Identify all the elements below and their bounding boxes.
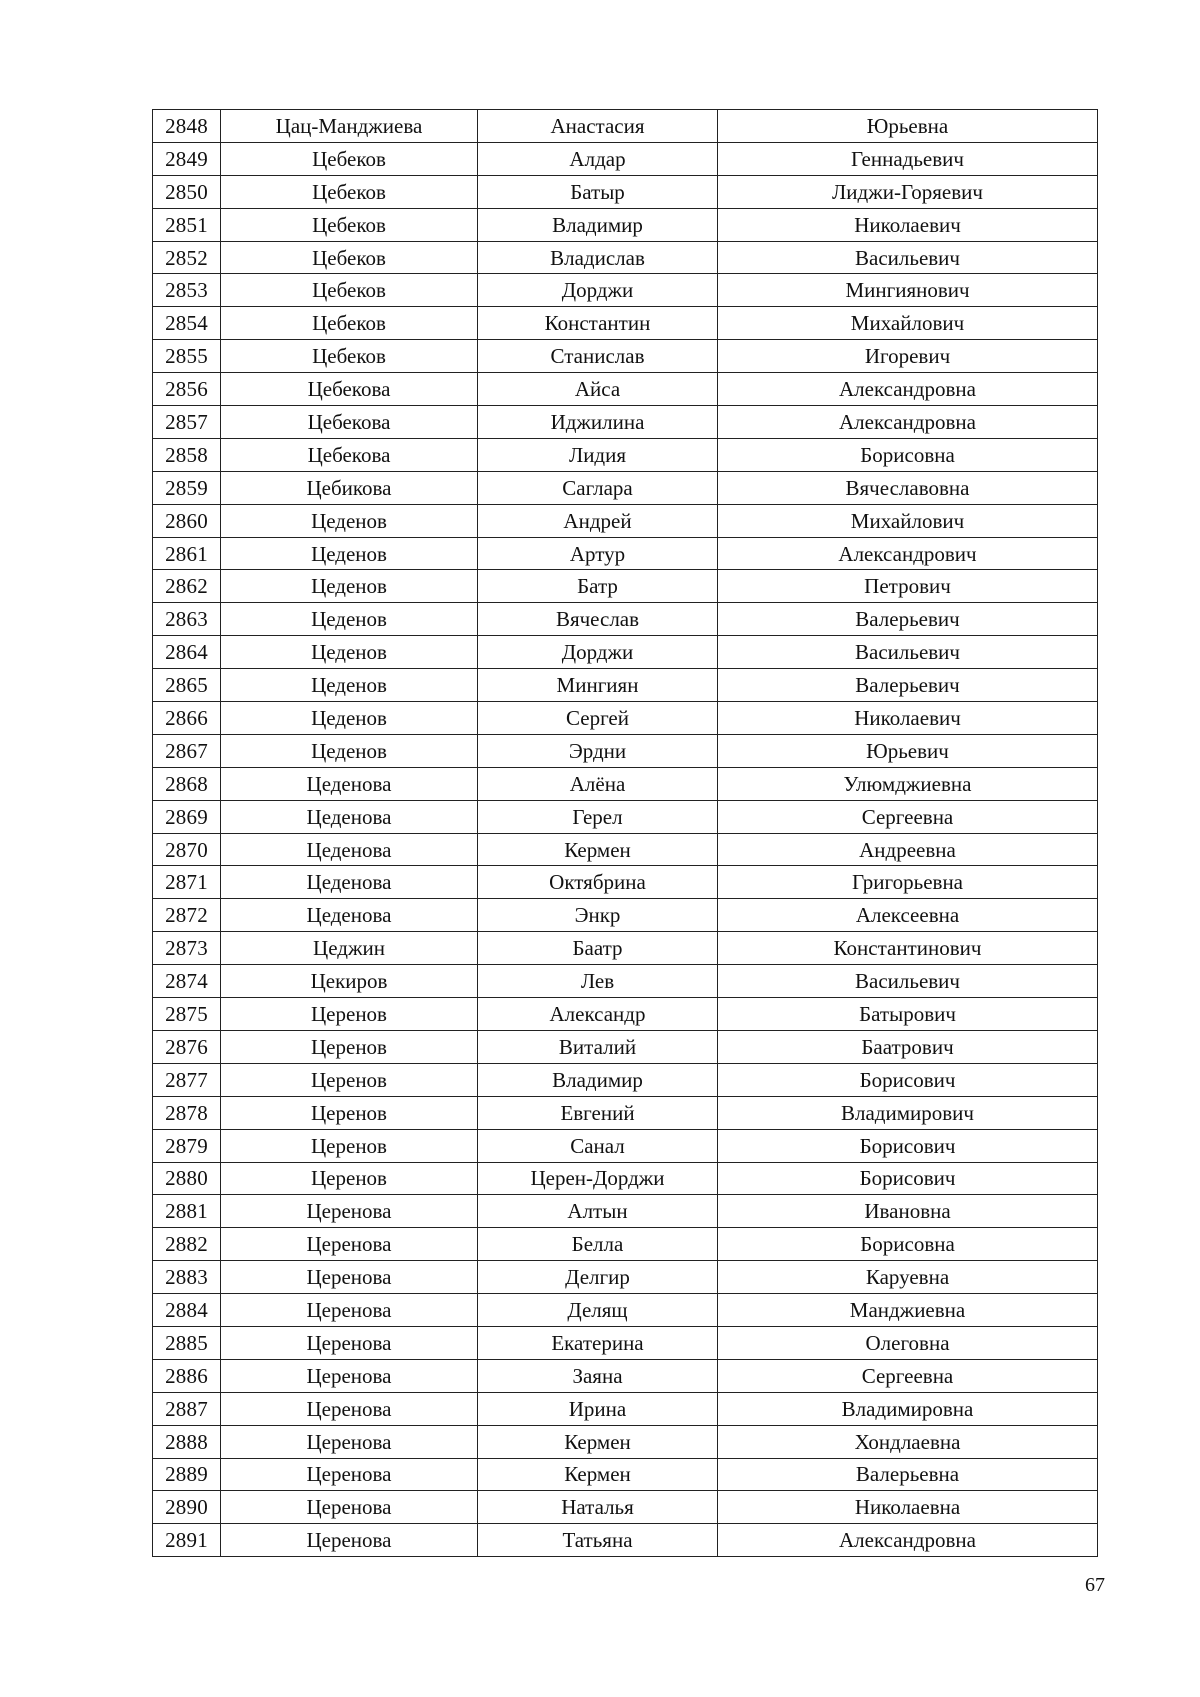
last-name-cell: Цеденов bbox=[221, 702, 478, 735]
patronymic-cell: Ивановна bbox=[718, 1195, 1098, 1228]
first-name-cell: Константин bbox=[478, 307, 718, 340]
last-name-cell: Цебеков bbox=[221, 142, 478, 175]
row-number-cell: 2878 bbox=[153, 1096, 221, 1129]
table-row bbox=[153, 142, 1098, 175]
last-name-cell: Церенова bbox=[221, 1261, 478, 1294]
patronymic-cell: Батырович bbox=[718, 998, 1098, 1031]
patronymic-cell: Сергеевна bbox=[718, 1359, 1098, 1392]
row-number-cell: 2875 bbox=[153, 998, 221, 1031]
table-row bbox=[153, 767, 1098, 800]
last-name-cell: Цебеков bbox=[221, 340, 478, 373]
patronymic-cell: Манджиевна bbox=[718, 1294, 1098, 1327]
first-name-cell: Наталья bbox=[478, 1491, 718, 1524]
table-row bbox=[153, 406, 1098, 439]
row-number-cell: 2853 bbox=[153, 274, 221, 307]
row-number-cell: 2858 bbox=[153, 438, 221, 471]
patronymic-cell: Владимирович bbox=[718, 1096, 1098, 1129]
first-name-cell: Кермен bbox=[478, 1425, 718, 1458]
first-name-cell: Алтын bbox=[478, 1195, 718, 1228]
table-row bbox=[153, 734, 1098, 767]
first-name-cell: Делящ bbox=[478, 1294, 718, 1327]
row-number-cell: 2865 bbox=[153, 669, 221, 702]
first-name-cell: Герел bbox=[478, 800, 718, 833]
patronymic-cell: Игоревич bbox=[718, 340, 1098, 373]
table-row bbox=[153, 1326, 1098, 1359]
table-row bbox=[153, 1096, 1098, 1129]
table-row bbox=[153, 1195, 1098, 1228]
first-name-cell: Ирина bbox=[478, 1392, 718, 1425]
last-name-cell: Церенова bbox=[221, 1458, 478, 1491]
patronymic-cell: Валерьевич bbox=[718, 603, 1098, 636]
patronymic-cell: Валерьевна bbox=[718, 1458, 1098, 1491]
last-name-cell: Церенова bbox=[221, 1294, 478, 1327]
last-name-cell: Цебекова bbox=[221, 373, 478, 406]
first-name-cell: Айса bbox=[478, 373, 718, 406]
table-row bbox=[153, 1261, 1098, 1294]
patronymic-cell: Константинович bbox=[718, 932, 1098, 965]
row-number-cell: 2857 bbox=[153, 406, 221, 439]
table-row bbox=[153, 1524, 1098, 1557]
row-number-cell: 2864 bbox=[153, 636, 221, 669]
first-name-cell: Анастасия bbox=[478, 110, 718, 143]
last-name-cell: Цеденов bbox=[221, 669, 478, 702]
last-name-cell: Цекиров bbox=[221, 965, 478, 998]
patronymic-cell: Александровна bbox=[718, 406, 1098, 439]
first-name-cell: Делгир bbox=[478, 1261, 718, 1294]
last-name-cell: Цеденов bbox=[221, 636, 478, 669]
table-row bbox=[153, 702, 1098, 735]
table-row bbox=[153, 1294, 1098, 1327]
first-name-cell: Лидия bbox=[478, 438, 718, 471]
patronymic-cell: Борисовна bbox=[718, 438, 1098, 471]
last-name-cell: Церенов bbox=[221, 1129, 478, 1162]
table-row bbox=[153, 998, 1098, 1031]
first-name-cell: Санал bbox=[478, 1129, 718, 1162]
row-number-cell: 2889 bbox=[153, 1458, 221, 1491]
last-name-cell: Церенов bbox=[221, 1096, 478, 1129]
patronymic-cell: Васильевич bbox=[718, 636, 1098, 669]
table-row bbox=[153, 1228, 1098, 1261]
patronymic-cell: Хондлаевна bbox=[718, 1425, 1098, 1458]
row-number-cell: 2856 bbox=[153, 373, 221, 406]
last-name-cell: Церенова bbox=[221, 1228, 478, 1261]
row-number-cell: 2880 bbox=[153, 1162, 221, 1195]
table-row bbox=[153, 537, 1098, 570]
last-name-cell: Цеденова bbox=[221, 833, 478, 866]
patronymic-cell: Улюмджиевна bbox=[718, 767, 1098, 800]
row-number-cell: 2877 bbox=[153, 1063, 221, 1096]
patronymic-cell: Михайлович bbox=[718, 307, 1098, 340]
table-row bbox=[153, 340, 1098, 373]
table-row bbox=[153, 800, 1098, 833]
table-row bbox=[153, 241, 1098, 274]
first-name-cell: Екатерина bbox=[478, 1326, 718, 1359]
last-name-cell: Церенов bbox=[221, 1162, 478, 1195]
patronymic-cell: Алексеевна bbox=[718, 899, 1098, 932]
patronymic-cell: Александрович bbox=[718, 537, 1098, 570]
patronymic-cell: Юрьевна bbox=[718, 110, 1098, 143]
patronymic-cell: Николаевич bbox=[718, 702, 1098, 735]
patronymic-cell: Александровна bbox=[718, 1524, 1098, 1557]
patronymic-cell: Юрьевич bbox=[718, 734, 1098, 767]
row-number-cell: 2861 bbox=[153, 537, 221, 570]
first-name-cell: Евгений bbox=[478, 1096, 718, 1129]
first-name-cell: Дорджи bbox=[478, 636, 718, 669]
page-number: 67 bbox=[1085, 1574, 1105, 1596]
last-name-cell: Церенов bbox=[221, 1030, 478, 1063]
patronymic-cell: Андреевна bbox=[718, 833, 1098, 866]
table-row bbox=[153, 1458, 1098, 1491]
patronymic-cell: Валерьевич bbox=[718, 669, 1098, 702]
table-row bbox=[153, 274, 1098, 307]
first-name-cell: Дорджи bbox=[478, 274, 718, 307]
first-name-cell: Иджилина bbox=[478, 406, 718, 439]
first-name-cell: Александр bbox=[478, 998, 718, 1031]
last-name-cell: Церенова bbox=[221, 1359, 478, 1392]
first-name-cell: Станислав bbox=[478, 340, 718, 373]
last-name-cell: Цеденов bbox=[221, 504, 478, 537]
first-name-cell: Батр bbox=[478, 570, 718, 603]
patronymic-cell: Петрович bbox=[718, 570, 1098, 603]
first-name-cell: Лев bbox=[478, 965, 718, 998]
patronymic-cell: Васильевич bbox=[718, 965, 1098, 998]
table-row bbox=[153, 1392, 1098, 1425]
last-name-cell: Цеденов bbox=[221, 537, 478, 570]
table-row bbox=[153, 570, 1098, 603]
first-name-cell: Владимир bbox=[478, 208, 718, 241]
table-row bbox=[153, 866, 1098, 899]
table-row bbox=[153, 603, 1098, 636]
first-name-cell: Вячеслав bbox=[478, 603, 718, 636]
first-name-cell: Андрей bbox=[478, 504, 718, 537]
table-row bbox=[153, 1030, 1098, 1063]
first-name-cell: Баатр bbox=[478, 932, 718, 965]
patronymic-cell: Васильевич bbox=[718, 241, 1098, 274]
last-name-cell: Цеденов bbox=[221, 603, 478, 636]
row-number-cell: 2852 bbox=[153, 241, 221, 274]
table-row bbox=[153, 1359, 1098, 1392]
row-number-cell: 2873 bbox=[153, 932, 221, 965]
table-row bbox=[153, 636, 1098, 669]
table-row bbox=[153, 669, 1098, 702]
row-number-cell: 2868 bbox=[153, 767, 221, 800]
last-name-cell: Церенова bbox=[221, 1425, 478, 1458]
first-name-cell: Владислав bbox=[478, 241, 718, 274]
table-row bbox=[153, 504, 1098, 537]
row-number-cell: 2891 bbox=[153, 1524, 221, 1557]
patronymic-cell: Владимировна bbox=[718, 1392, 1098, 1425]
first-name-cell: Батыр bbox=[478, 175, 718, 208]
first-name-cell: Октябрина bbox=[478, 866, 718, 899]
table-row bbox=[153, 175, 1098, 208]
row-number-cell: 2863 bbox=[153, 603, 221, 636]
first-name-cell: Саглара bbox=[478, 471, 718, 504]
patronymic-cell: Олеговна bbox=[718, 1326, 1098, 1359]
last-name-cell: Цеденова bbox=[221, 767, 478, 800]
table-row bbox=[153, 1491, 1098, 1524]
last-name-cell: Церенова bbox=[221, 1491, 478, 1524]
row-number-cell: 2850 bbox=[153, 175, 221, 208]
table-row bbox=[153, 373, 1098, 406]
first-name-cell: Виталий bbox=[478, 1030, 718, 1063]
row-number-cell: 2869 bbox=[153, 800, 221, 833]
first-name-cell: Сергей bbox=[478, 702, 718, 735]
table-row bbox=[153, 438, 1098, 471]
last-name-cell: Церенова bbox=[221, 1195, 478, 1228]
row-number-cell: 2872 bbox=[153, 899, 221, 932]
row-number-cell: 2859 bbox=[153, 471, 221, 504]
table-row bbox=[153, 833, 1098, 866]
roster-table-body bbox=[153, 110, 1098, 1557]
first-name-cell: Церен-Дорджи bbox=[478, 1162, 718, 1195]
last-name-cell: Цеденова bbox=[221, 866, 478, 899]
last-name-cell: Цеденов bbox=[221, 570, 478, 603]
row-number-cell: 2860 bbox=[153, 504, 221, 537]
patronymic-cell: Геннадьевич bbox=[718, 142, 1098, 175]
last-name-cell: Цебеков bbox=[221, 307, 478, 340]
first-name-cell: Алёна bbox=[478, 767, 718, 800]
patronymic-cell: Борисович bbox=[718, 1129, 1098, 1162]
first-name-cell: Эрдни bbox=[478, 734, 718, 767]
row-number-cell: 2888 bbox=[153, 1425, 221, 1458]
row-number-cell: 2881 bbox=[153, 1195, 221, 1228]
last-name-cell: Цеджин bbox=[221, 932, 478, 965]
first-name-cell: Татьяна bbox=[478, 1524, 718, 1557]
last-name-cell: Цебеков bbox=[221, 241, 478, 274]
row-number-cell: 2862 bbox=[153, 570, 221, 603]
table-row bbox=[153, 1063, 1098, 1096]
first-name-cell: Энкр bbox=[478, 899, 718, 932]
table-row bbox=[153, 471, 1098, 504]
row-number-cell: 2883 bbox=[153, 1261, 221, 1294]
first-name-cell: Владимир bbox=[478, 1063, 718, 1096]
table-row bbox=[153, 1425, 1098, 1458]
row-number-cell: 2851 bbox=[153, 208, 221, 241]
table-row bbox=[153, 965, 1098, 998]
row-number-cell: 2867 bbox=[153, 734, 221, 767]
first-name-cell: Артур bbox=[478, 537, 718, 570]
last-name-cell: Цебекова bbox=[221, 438, 478, 471]
patronymic-cell: Каруевна bbox=[718, 1261, 1098, 1294]
table-row bbox=[153, 208, 1098, 241]
table-row bbox=[153, 932, 1098, 965]
patronymic-cell: Вячеславовна bbox=[718, 471, 1098, 504]
row-number-cell: 2854 bbox=[153, 307, 221, 340]
row-number-cell: 2884 bbox=[153, 1294, 221, 1327]
last-name-cell: Церенов bbox=[221, 998, 478, 1031]
last-name-cell: Церенова bbox=[221, 1524, 478, 1557]
first-name-cell: Алдар bbox=[478, 142, 718, 175]
first-name-cell: Белла bbox=[478, 1228, 718, 1261]
patronymic-cell: Николаевна bbox=[718, 1491, 1098, 1524]
last-name-cell: Цебеков bbox=[221, 175, 478, 208]
row-number-cell: 2890 bbox=[153, 1491, 221, 1524]
row-number-cell: 2849 bbox=[153, 142, 221, 175]
row-number-cell: 2882 bbox=[153, 1228, 221, 1261]
row-number-cell: 2866 bbox=[153, 702, 221, 735]
patronymic-cell: Мингиянович bbox=[718, 274, 1098, 307]
last-name-cell: Церенова bbox=[221, 1326, 478, 1359]
patronymic-cell: Сергеевна bbox=[718, 800, 1098, 833]
patronymic-cell: Лиджи-Горяевич bbox=[718, 175, 1098, 208]
row-number-cell: 2887 bbox=[153, 1392, 221, 1425]
row-number-cell: 2874 bbox=[153, 965, 221, 998]
patronymic-cell: Григорьевна bbox=[718, 866, 1098, 899]
first-name-cell: Заяна bbox=[478, 1359, 718, 1392]
row-number-cell: 2879 bbox=[153, 1129, 221, 1162]
last-name-cell: Церенова bbox=[221, 1392, 478, 1425]
row-number-cell: 2855 bbox=[153, 340, 221, 373]
table-row bbox=[153, 1129, 1098, 1162]
table-row bbox=[153, 110, 1098, 143]
last-name-cell: Цеденов bbox=[221, 734, 478, 767]
row-number-cell: 2886 bbox=[153, 1359, 221, 1392]
roster-table bbox=[152, 109, 1098, 1557]
row-number-cell: 2876 bbox=[153, 1030, 221, 1063]
patronymic-cell: Борисовна bbox=[718, 1228, 1098, 1261]
last-name-cell: Церенов bbox=[221, 1063, 478, 1096]
patronymic-cell: Александровна bbox=[718, 373, 1098, 406]
row-number-cell: 2848 bbox=[153, 110, 221, 143]
first-name-cell: Мингиян bbox=[478, 669, 718, 702]
patronymic-cell: Николаевич bbox=[718, 208, 1098, 241]
table-row bbox=[153, 899, 1098, 932]
patronymic-cell: Баатрович bbox=[718, 1030, 1098, 1063]
last-name-cell: Цебикова bbox=[221, 471, 478, 504]
last-name-cell: Цеденова bbox=[221, 800, 478, 833]
patronymic-cell: Михайлович bbox=[718, 504, 1098, 537]
last-name-cell: Цац-Манджиева bbox=[221, 110, 478, 143]
table-row bbox=[153, 1162, 1098, 1195]
last-name-cell: Цебеков bbox=[221, 208, 478, 241]
patronymic-cell: Борисович bbox=[718, 1063, 1098, 1096]
last-name-cell: Цеденова bbox=[221, 899, 478, 932]
row-number-cell: 2870 bbox=[153, 833, 221, 866]
last-name-cell: Цебекова bbox=[221, 406, 478, 439]
row-number-cell: 2885 bbox=[153, 1326, 221, 1359]
row-number-cell: 2871 bbox=[153, 866, 221, 899]
first-name-cell: Кермен bbox=[478, 833, 718, 866]
last-name-cell: Цебеков bbox=[221, 274, 478, 307]
patronymic-cell: Борисович bbox=[718, 1162, 1098, 1195]
first-name-cell: Кермен bbox=[478, 1458, 718, 1491]
table-row bbox=[153, 307, 1098, 340]
